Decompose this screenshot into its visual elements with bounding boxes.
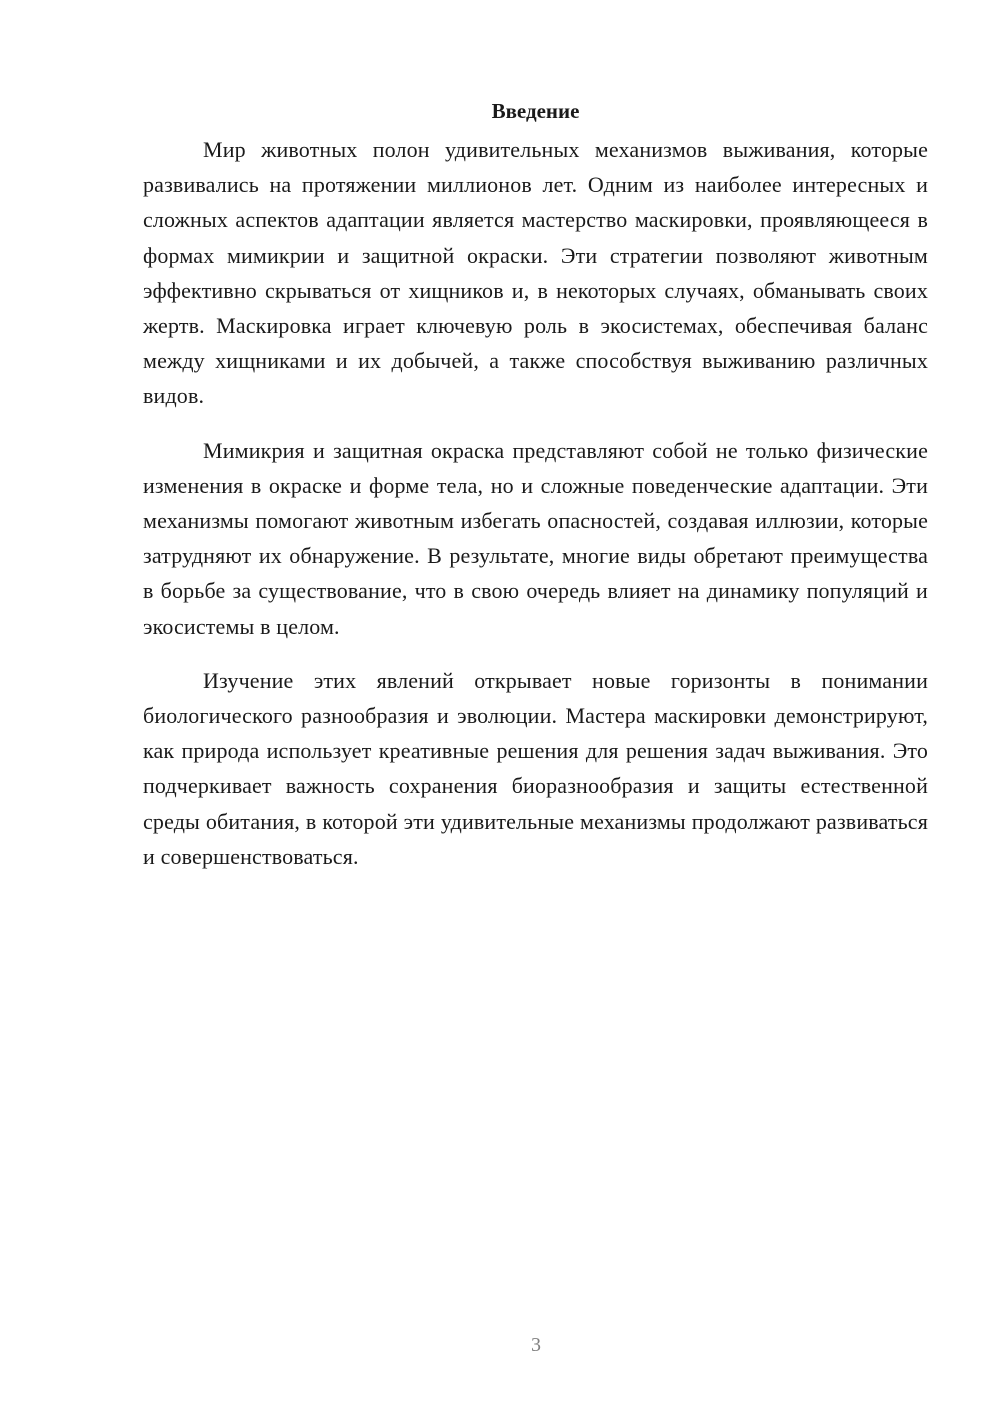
- page-content: [143, 96, 928, 893]
- page-number: 3: [531, 1334, 541, 1356]
- paragraph-3: Изучение этих явлений открывает новые горизонты в понимании биологического разнообразия и эволюции. Мастера маскировки демонстрируют, как природа использует креативные решения для решения задач выживания. Это подчеркивает важность сохранения биоразнообразия и защиты естественной среды обитания, в которой эти удивительные механизмы продолжают развиваться и совершенствоваться.: [143, 667, 928, 869]
- paragraph-1: Мир животных полон удивительных механизмов выживания, которые развивались на протяжении миллионов лет. Одним из наиболее интересных и сложных аспектов адаптации является мастерство маскировки, проявляющееся в формах мимикрии и защитной окраски. Эти стратегии позволяют животным эффективно скрываться от хищников и, в некоторых случаях, обманывать своих жертв. Маскировка играет ключевую роль в экосистемах, обеспечивая баланс между хищниками и их добычей, а также способствуя выживанию различных видов.: [143, 137, 928, 409]
- paragraph-2: Мимикрия и защитная окраска представляют собой не только физические изменения в окраске и форме тела, но и сложные поведенческие адаптации. Эти механизмы помогают животным избегать опасностей, создавая иллюзии, которые затрудняют их обнаружение. В результате, многие виды обретают преимущества в борьбе за существование, что в свою очередь влияет на динамику популяций и экосистемы в целом.: [143, 437, 928, 639]
- section-title: Введение: [491, 99, 580, 123]
